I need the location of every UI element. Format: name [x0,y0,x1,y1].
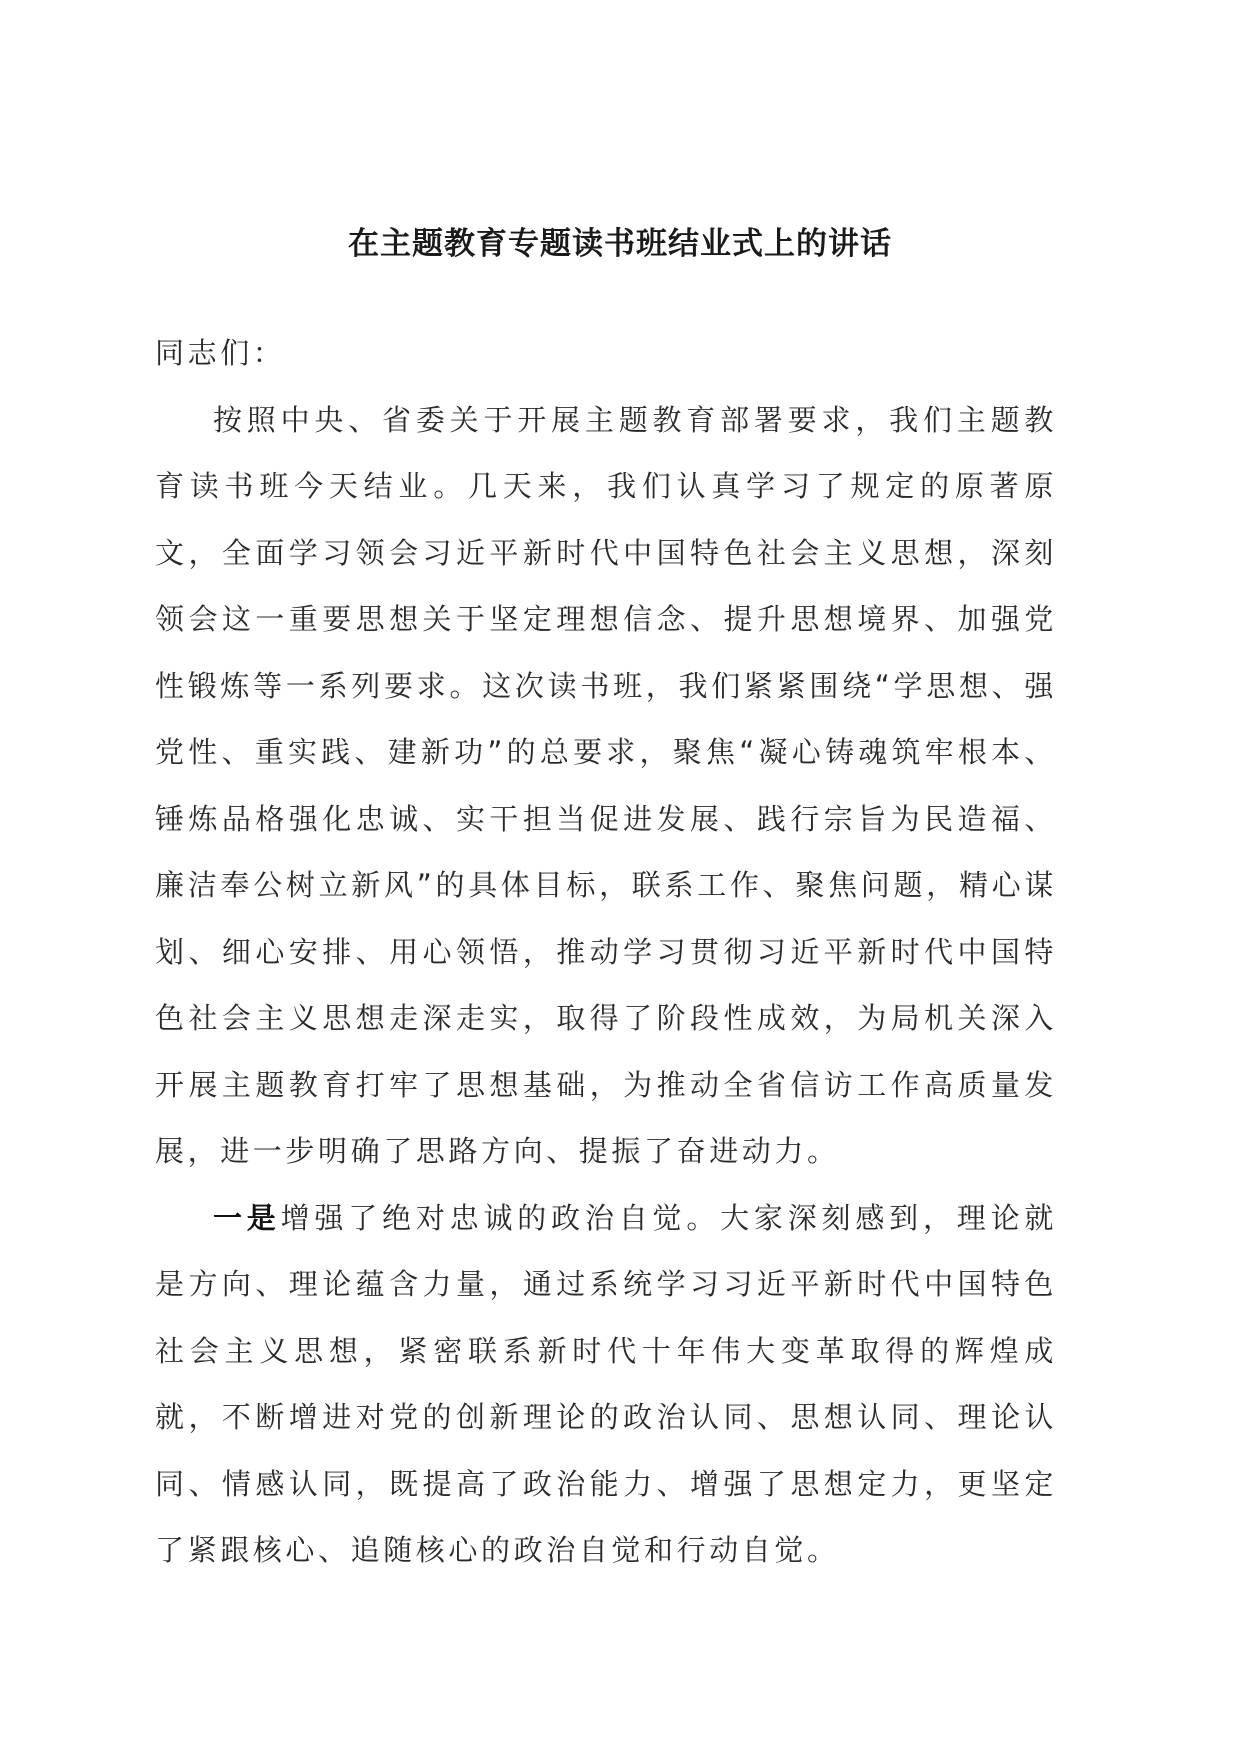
paragraph-intro: 按照中央、省委关于开展主题教育部署要求，我们主题教育读书班今天结业。几天来，我们认真学习了规定的原著原文，全面学习领会习近平新时代中国特色社会主义思想，深刻领会这一重要思想关于坚定理想信念、提升思想境界、加强党性锻炼等一系列要求。这次读书班，我们紧紧围绕“学思想、强党性、重实践、建新功”的总要求，聚焦“凝心铸魂筑牢根本、锤炼品格强化忠诚、实干担当促进发展、践行宗旨为民造福、廉洁奉公树立新风”的具体目标，联系工作、聚焦问题，精心谋划、细心安排、用心领悟，推动学习贯彻习近平新时代中国特色社会主义思想走深走实，取得了阶段性成效，为局机关深入开展主题教育打牢了思想基础，为推动全省信访工作高质量发展，进一步明确了思路方向、提振了奋进动力。 [155,402,1057,1168]
document-title: 在主题教育专题读书班结业式上的讲话 [348,226,892,262]
paragraph-point-one-text: 增强了绝对忠诚的政治自觉。大家深刻感到，理论就是方向、理论蕴含力量，通过系统学习习近平新时代中国特色社会主义思想，紧密联系新时代十年伟大变革取得的辉煌成就，不断增进对党的创新理论的政治认同、思想认同、理论认同、情感认同，既提高了政治能力、增强了思想定力，更坚定了紧跟核心、追随核心的政治自觉和行动自觉。 [155,1200,1057,1567]
paragraph-lead: 一是 [213,1200,281,1235]
salutation: 同志们： [155,336,286,370]
paragraph-point-one [155,1185,1057,1584]
document-body [155,320,1057,1584]
